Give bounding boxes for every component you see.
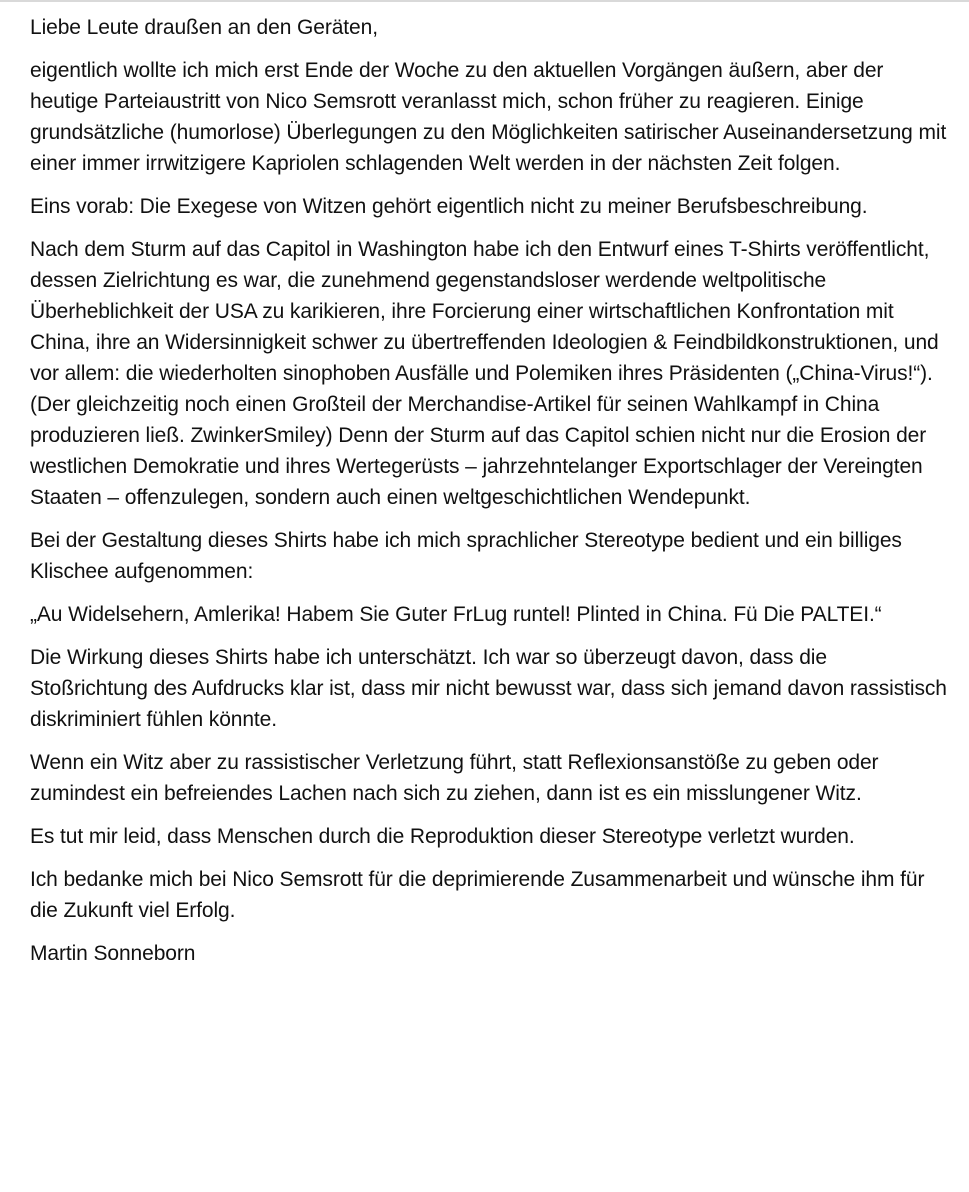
letter-body xyxy=(30,12,950,969)
letter-paragraph-failed-joke: Wenn ein Witz aber zu rassistischer Verletzung führt, statt Reflexionsanstößе zu geben oder zumindest ein befreiendes Lachen nach sich zu ziehen, dann ist es ein misslungener Witz. xyxy=(30,751,879,805)
letter-paragraph-shirt-quote: „Au Widelsehern, Amlerika! Habem Sie Guter FrLug runtel! Plinted in China. Fü Die PALTEI.“ xyxy=(30,603,882,626)
letter-paragraph-thanks: Ich bedanke mich bei Nico Semsrott für die deprimierende Zusammenarbeit und wünsche ihm für die Zukunft viel Erfolg. xyxy=(30,868,925,922)
letter-greeting: Liebe Leute draußen an den Geräten, xyxy=(30,16,378,39)
letter-paragraph-effect: Die Wirkung dieses Shirts habe ich unterschätzt. Ich war so überzeugt davon, dass die Stoßrichtung des Aufdrucks klar ist, dass mir nicht bewusst war, dass sich jemand davon rassistisch diskriminiert fühlen könnte. xyxy=(30,646,947,731)
letter-paragraph-intro: eigentlich wollte ich mich erst Ende der Woche zu den aktuellen Vorgängen äußern, aber der heutige Parteiaustritt von Nico Semsrott veranlasst mich, schon früher zu reagieren. Einige grundsätzliche (humorlose) Überlegungen zu den Möglichkeiten satirischer Auseinandersetzung mit einer immer irrwitzigere Kapriolen schlagenden Welt werden in der nächsten Zeit folgen. xyxy=(30,59,947,175)
letter-paragraph-apology: Es tut mir leid, dass Menschen durch die Reproduktion dieser Stereotype verletzt wurden. xyxy=(30,825,855,848)
letter-paragraph-shirt-design: Bei der Gestaltung dieses Shirts habe ich mich sprachlicher Stereotype bedient und ein billiges Klischee aufgenommen: xyxy=(30,529,902,583)
letter-signature: Martin Sonneborn xyxy=(30,942,196,965)
letter-paragraph-capitol: Nach dem Sturm auf das Capitol in Washington habe ich den Entwurf eines T-Shirts veröffentlicht, dessen Zielrichtung es war, die zunehmend gegenstandsloser werdende weltpolitische Überheblichkeit der USA zu karikieren, ihre Forcierung einer wirtschaftlichen Konfrontation mit China, ihre an Widersinnigkeit schwer zu übertreffenden Ideologien & Feindbildkonstruktionen, und vor allem: die wiederholten sinophoben Ausfälle und Polemiken ihres Präsidenten („China-Virus!“). (Der gleichzeitig noch einen Großteil der Merchandise-Artikel für seinen Wahlkampf in China produzieren ließ. ZwinkerSmiley) Denn der Sturm auf das Capitol schien nicht nur die Erosion der westlichen Demokratie und ihres Wertegerüsts – jahrzehntelanger Exportschlager der Vereingten Staaten – offenzulegen, sondern auch einen weltgeschichtlichen Wendepunkt. xyxy=(30,238,939,509)
letter-paragraph-exegesis: Eins vorab: Die Exegese von Witzen gehört eigentlich nicht zu meiner Berufsbeschreibung. xyxy=(30,195,868,218)
